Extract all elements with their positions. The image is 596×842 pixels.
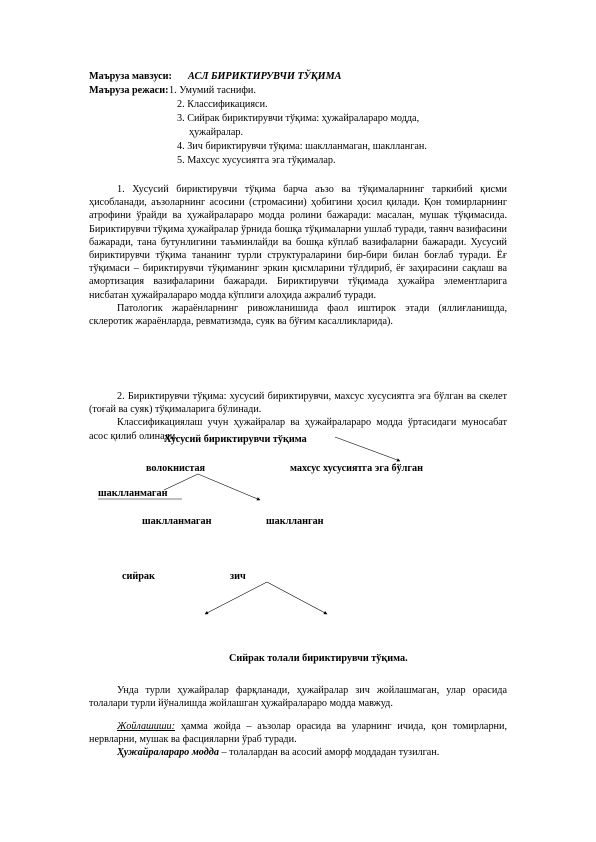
paragraph-general: 1. Хусусий бириктирувчи тўқима барча аъзо ва тўқималарнинг таркибий қисми ҳисобланади, аъзоларнинг асосини (стромасини) ҳобигини ҳосил қилади. Қон томирларнинг атрофини ўрайди ва ҳужайралараро модда ролини бажаради: масалан, мушак тўқимасида. Бириктирувчи тўқима ҳужайралар ўрнида бошқа тўқималарни ушлаб туради, таянч вазифасини бажаради, тана бутунлигини таъминлайди ва бошқа кўплаб вазифаларни бажаради. Хусусий бириктирувчи тўқима тананинг турли структураларини бир-бири билан боғлаб туради. Ёғ тўқимаси – бириктирувчи тўқиманинг эркин қисмларини тўлдириб, ёғ заҳирасини сақлаш ва амортизация вазифаларини бажаради. Бириктирувчи тўқимада ҳужайра элементларига нисбатан ҳужайралараро модда кўплиги алоҳида ажралиб туради. xyxy=(89,184,507,301)
diagram-dense: зич xyxy=(230,571,246,582)
term-matrix: Ҳужайралараро модда xyxy=(117,747,219,759)
topic-label: Маъруза мавзуси: xyxy=(89,71,172,82)
arrow-dense-left xyxy=(205,582,267,614)
plan-item-3: 3. Сийрак бириктирувчи тўқима: ҳужайралараро модда, xyxy=(177,113,420,124)
paragraph-loose: Унда турли ҳужайралар фарқланади, ҳужайралар зич жойлашмаган, улар орасида толалари турли йўналишда жойлашган ҳужайралараро модда мавжуд. xyxy=(89,685,507,710)
intro-section xyxy=(89,183,507,328)
paragraph-basis: Классификациялаш учун ҳужайралар ва ҳужайралараро модда ўртасидаги муносабат асос қилиб олинади. xyxy=(89,417,507,442)
text-location: ҳамма жойда – аъзолар орасида ва уларнинг ичида, қон томирларни, нервларни, мушак ва фасцияларни ўраб туради. xyxy=(89,721,507,746)
paragraph-location xyxy=(89,720,507,746)
location-section xyxy=(89,720,507,760)
plan-item-3-cont: ҳужайралар. xyxy=(189,127,244,138)
diagram-root: Хусусий бириктирувчи тўқима xyxy=(164,434,307,445)
term-location: Жойлашиши: xyxy=(117,721,176,732)
plan-label: Маъруза режаси: xyxy=(89,85,169,96)
plan-item-2: 2. Классификацияси. xyxy=(177,99,268,110)
figure-caption: Сийрак толали бириктирувчи тўқима. xyxy=(229,653,408,664)
diagram-fibrous: волокнистая xyxy=(146,463,206,474)
arrow-fibrous-unformed xyxy=(164,474,198,490)
paragraph-pathology: Патологик жараёнларнинг ривожланишида фаол иштирок этади (яллиғланишда, склеротик жараёнларда, ревматизмда, суяк ва бўғим касалликларида). xyxy=(89,302,507,328)
paragraph-matrix xyxy=(89,746,507,759)
plan-item-1: 1. Умумий таснифи. xyxy=(169,85,256,96)
text-matrix: – толалардан ва асосий аморф моддадан тузилган. xyxy=(218,747,440,759)
diagram-loose: сийрак xyxy=(122,571,155,582)
diagram-unformed-top: шаклланмаган xyxy=(98,488,168,499)
arrow-fibrous-formed xyxy=(198,474,260,500)
diagram-unformed: шаклланмаган xyxy=(142,516,212,527)
plan-item-4: 4. Зич бириктирувчи тўқима: шаклланмаган, шаклланган. xyxy=(177,141,427,152)
topic-title: АСЛ БИРИКТИРУВЧИ ТЎҚИМА xyxy=(188,71,342,82)
paragraph-classification: 2. Бириктирувчи тўқима: хусусий бириктирувчи, махсус хусусиятга эга бўлган ва скелет (тоғай ва суяк) тўқималарига бўлинади. xyxy=(89,391,507,416)
loose-section xyxy=(89,684,507,710)
plan-item-5: 5. Махсус хусусиятга эга тўқималар. xyxy=(177,155,336,166)
diagram-special: махсус хусусиятга эга бўлган xyxy=(290,463,423,474)
arrow-dense-right xyxy=(267,582,327,614)
diagram-formed: шаклланган xyxy=(266,516,324,527)
